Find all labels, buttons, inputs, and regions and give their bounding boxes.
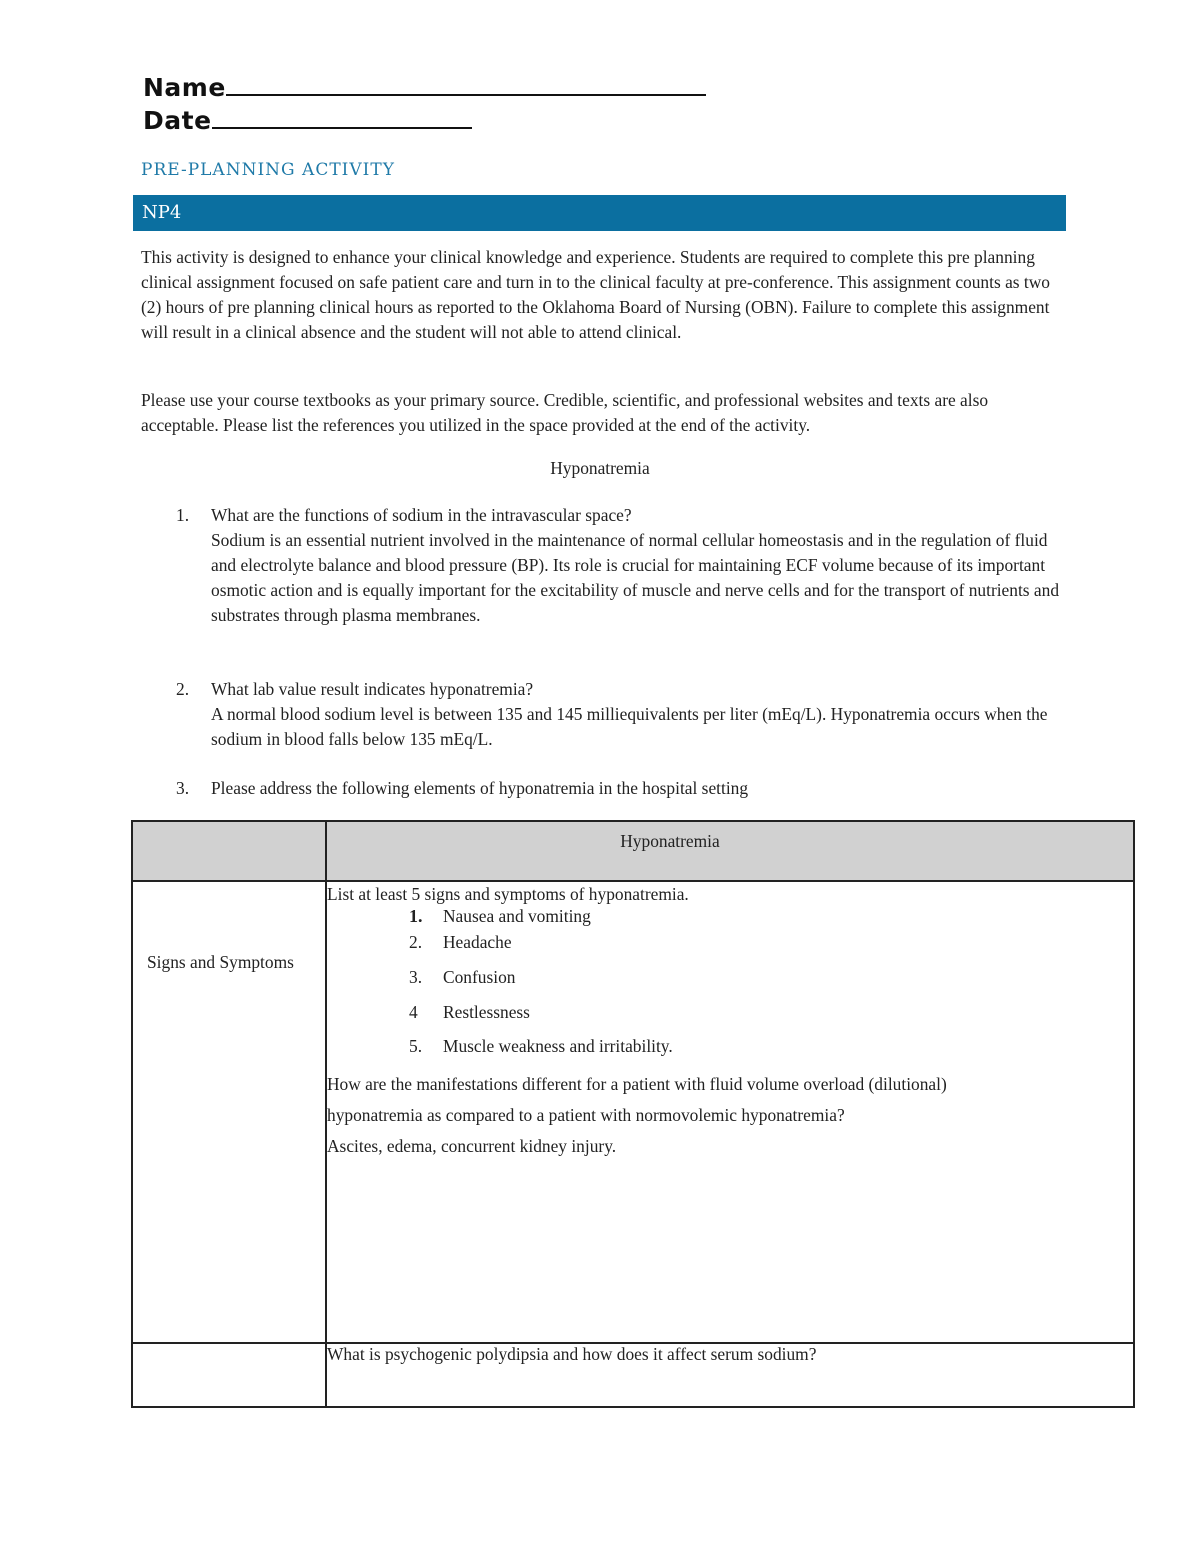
list-text: Restlessness [443, 1001, 530, 1022]
polydipsia-answer-cell[interactable] [326, 1343, 1134, 1407]
list-number: 2. [409, 932, 423, 952]
question-text: What are the functions of sodium in the intravascular space? [211, 505, 632, 525]
row-label-cell [132, 1343, 326, 1407]
signs-symptoms-answer-cell[interactable] [326, 881, 1134, 1343]
followup-question-line-2: hyponatremia as compared to a patient with normovolemic hyponatremia? [327, 1105, 845, 1126]
answer-text: A normal blood sodium level is between 135 and 145 milliequivalents per liter (mEq/L). Hyponatremia occurs when the sodium in blood falls below 135 mEq/L. [211, 704, 1048, 749]
list-number: 3. [409, 966, 423, 987]
list-item [327, 906, 1133, 932]
list-number: 4 [409, 1001, 418, 1022]
list-item [327, 1036, 1133, 1071]
question-number: 2. [176, 679, 190, 699]
table-header-cell: Hyponatremia [326, 821, 1134, 881]
question-1 [176, 503, 1066, 628]
list-prompt: List at least 5 signs and symptoms of hyponatremia. [327, 884, 689, 904]
list-text: Muscle weakness and irritability. [443, 1036, 673, 1057]
question-text: Please address the following elements of hyponatremia in the hospital setting [211, 778, 749, 798]
list-item [327, 932, 1133, 967]
name-label: Name [143, 73, 226, 102]
list-item [327, 967, 1133, 1002]
name-blank-line [226, 72, 706, 96]
table-row [132, 881, 1134, 1343]
topic-heading: Hyponatremia [550, 458, 650, 478]
date-label: Date [143, 106, 212, 135]
name-field[interactable] [143, 72, 706, 103]
list-number: 1. [409, 906, 423, 926]
question-2 [176, 677, 1066, 752]
question-number: 1. [176, 505, 190, 525]
date-blank-line [212, 105, 472, 129]
question-text: What lab value result indicates hyponatremia? [211, 679, 534, 699]
list-item [327, 1002, 1133, 1037]
polydipsia-question: What is psychogenic polydipsia and how does it affect serum sodium? [327, 1344, 817, 1364]
row-label-cell [132, 881, 326, 1343]
hyponatremia-table [131, 820, 1135, 1408]
row-label: Signs and Symptoms [147, 952, 294, 972]
list-number: 5. [409, 1036, 423, 1057]
list-text: Confusion [443, 966, 516, 987]
followup-question-line-1: How are the manifestations different for a patient with fluid volume overload (dilutional) [327, 1074, 947, 1095]
followup-answer: Ascites, edema, concurrent kidney injury. [327, 1136, 617, 1157]
course-code: NP4 [142, 202, 182, 223]
course-bar [133, 195, 1066, 231]
table-header-empty-cell [132, 821, 326, 881]
answer-text: Sodium is an essential nutrient involved in the maintenance of normal cellular homeostasis and in the regulation of fluid and electrolyte balance and blood pressure (BP). Its role is crucial for maintaining ECF volume because of its important osmotic action and is equally important for the excitability of muscle and nerve cells and for the transport of nutrients and substrates through plasma membranes. [211, 530, 1060, 625]
list-text: Nausea and vomiting [443, 906, 591, 926]
intro-paragraph-1: This activity is designed to enhance your clinical knowledge and experience. Students are required to complete this pre planning clinical assignment focused on safe patient care and turn in to the clinical faculty at pre-conference. This assignment counts as two (2) hours of pre planning clinical hours as reported to the Oklahoma Board of Nursing (OBN). Failure to complete this assignment will result in a clinical absence and the student will not able to attend clinical. [141, 247, 1050, 342]
question-number: 3. [176, 778, 190, 798]
date-field[interactable] [143, 105, 472, 136]
intro-paragraph-2: Please use your course textbooks as your primary source. Credible, scientific, and professional websites and texts are also acceptable. Please list the references you utilized in the space provided at the end of the activity. [141, 390, 989, 435]
list-text: Headache [443, 932, 512, 952]
activity-title: PRE-PLANNING ACTIVITY [141, 160, 395, 180]
table-header-row [132, 821, 1134, 881]
symptom-list [327, 906, 1133, 1071]
table-row [132, 1343, 1134, 1407]
question-3 [176, 776, 1066, 801]
